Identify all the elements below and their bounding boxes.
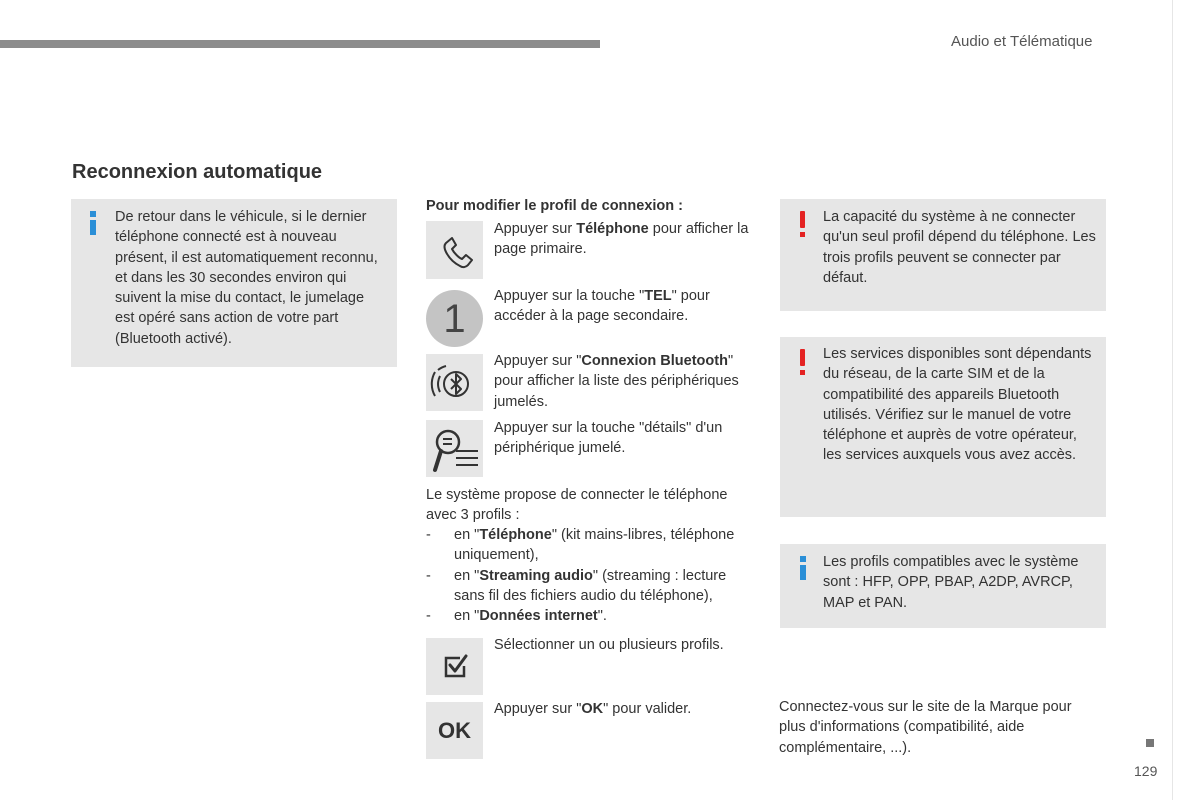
footer-text: Connectez-vous sur le site de la Marque pour plus d'informations (compatibilité, aide complémentaire, ...). [779, 699, 1072, 756]
step-number-icon [426, 290, 483, 347]
info-box-profiles [780, 544, 1106, 628]
info-text: Les profils compatibles avec le système sont : HFP, OPP, PBAP, A2DP, AVRCP, MAP et PAN. [823, 554, 1079, 611]
step-tel-text: Appuyer sur la touche "TEL" pour accéder à la page secondaire. [494, 288, 710, 325]
subheading: Pour modifier le profil de connexion : [426, 198, 683, 214]
step-details-text: Appuyer sur la touche "détails" d'un périphérique jumelé. [494, 420, 723, 457]
details-step-icon-box [426, 420, 483, 477]
page-edge-line [1172, 0, 1173, 800]
page-number: 129 [1134, 763, 1158, 779]
select-step-icon-box [426, 638, 483, 695]
warning-text: Les services disponibles sont dépendants du réseau, de la carte SIM et de la compatibilité des appareils Bluetooth utilisés. Vérifiez sur le manuel de votre téléphone et auprès de votre opérateur, les services auxquels vous avez accès. [823, 346, 1092, 464]
info-box-reconnection [71, 199, 397, 367]
warning-box-services [780, 337, 1106, 517]
warning-text: La capacité du système à ne connecter qu'un seul profil dépend du téléphone. Les trois profils peuvent se connecter par défaut. [823, 209, 1096, 286]
step-number-label: 1 [443, 296, 466, 341]
phone-handset-icon [426, 221, 483, 279]
info-text: De retour dans le véhicule, si le dernier téléphone connecté est à nouveau présent, il est automatiquement reconnu, et dans les 30 secondes environ qui suivent la mise du contact, le jumelage est opéré sans action de votre part (Bluetooth activé). [115, 209, 378, 347]
section-title: Reconnexion automatique [72, 161, 323, 183]
bluetooth-icon [426, 354, 483, 411]
step-ok-text: Appuyer sur "OK" pour valider. [494, 701, 692, 717]
details-search-icon [426, 420, 483, 477]
checkbox-icon [426, 638, 483, 695]
list-item: - en "Données internet". [426, 608, 607, 624]
header-bar [0, 40, 600, 48]
ok-button-icon: OK [438, 717, 471, 743]
bluetooth-step-icon-box [426, 354, 483, 411]
list-item: - en "Téléphone" (kit mains-libres, téléphone uniquement), [426, 527, 735, 564]
list-item: - en "Streaming audio" (streaming : lecture sans fil des fichiers audio du téléphone), [426, 568, 727, 605]
step-select-text: Sélectionner un ou plusieurs profils. [494, 637, 724, 653]
step-phone-text: Appuyer sur Téléphone pour afficher la page primaire. [494, 221, 749, 258]
profiles-intro: Le système propose de connecter le téléphone avec 3 profils : [426, 487, 728, 524]
phone-step-icon-box [426, 221, 483, 279]
section-end-mark [1146, 739, 1154, 747]
header-title: Audio et Télématique [951, 33, 1093, 50]
warning-box-profile [780, 199, 1106, 311]
ok-step-icon-box [426, 702, 483, 759]
step-bluetooth-text: Appuyer sur "Connexion Bluetooth" pour afficher la liste des périphériques jumelés. [494, 353, 739, 410]
